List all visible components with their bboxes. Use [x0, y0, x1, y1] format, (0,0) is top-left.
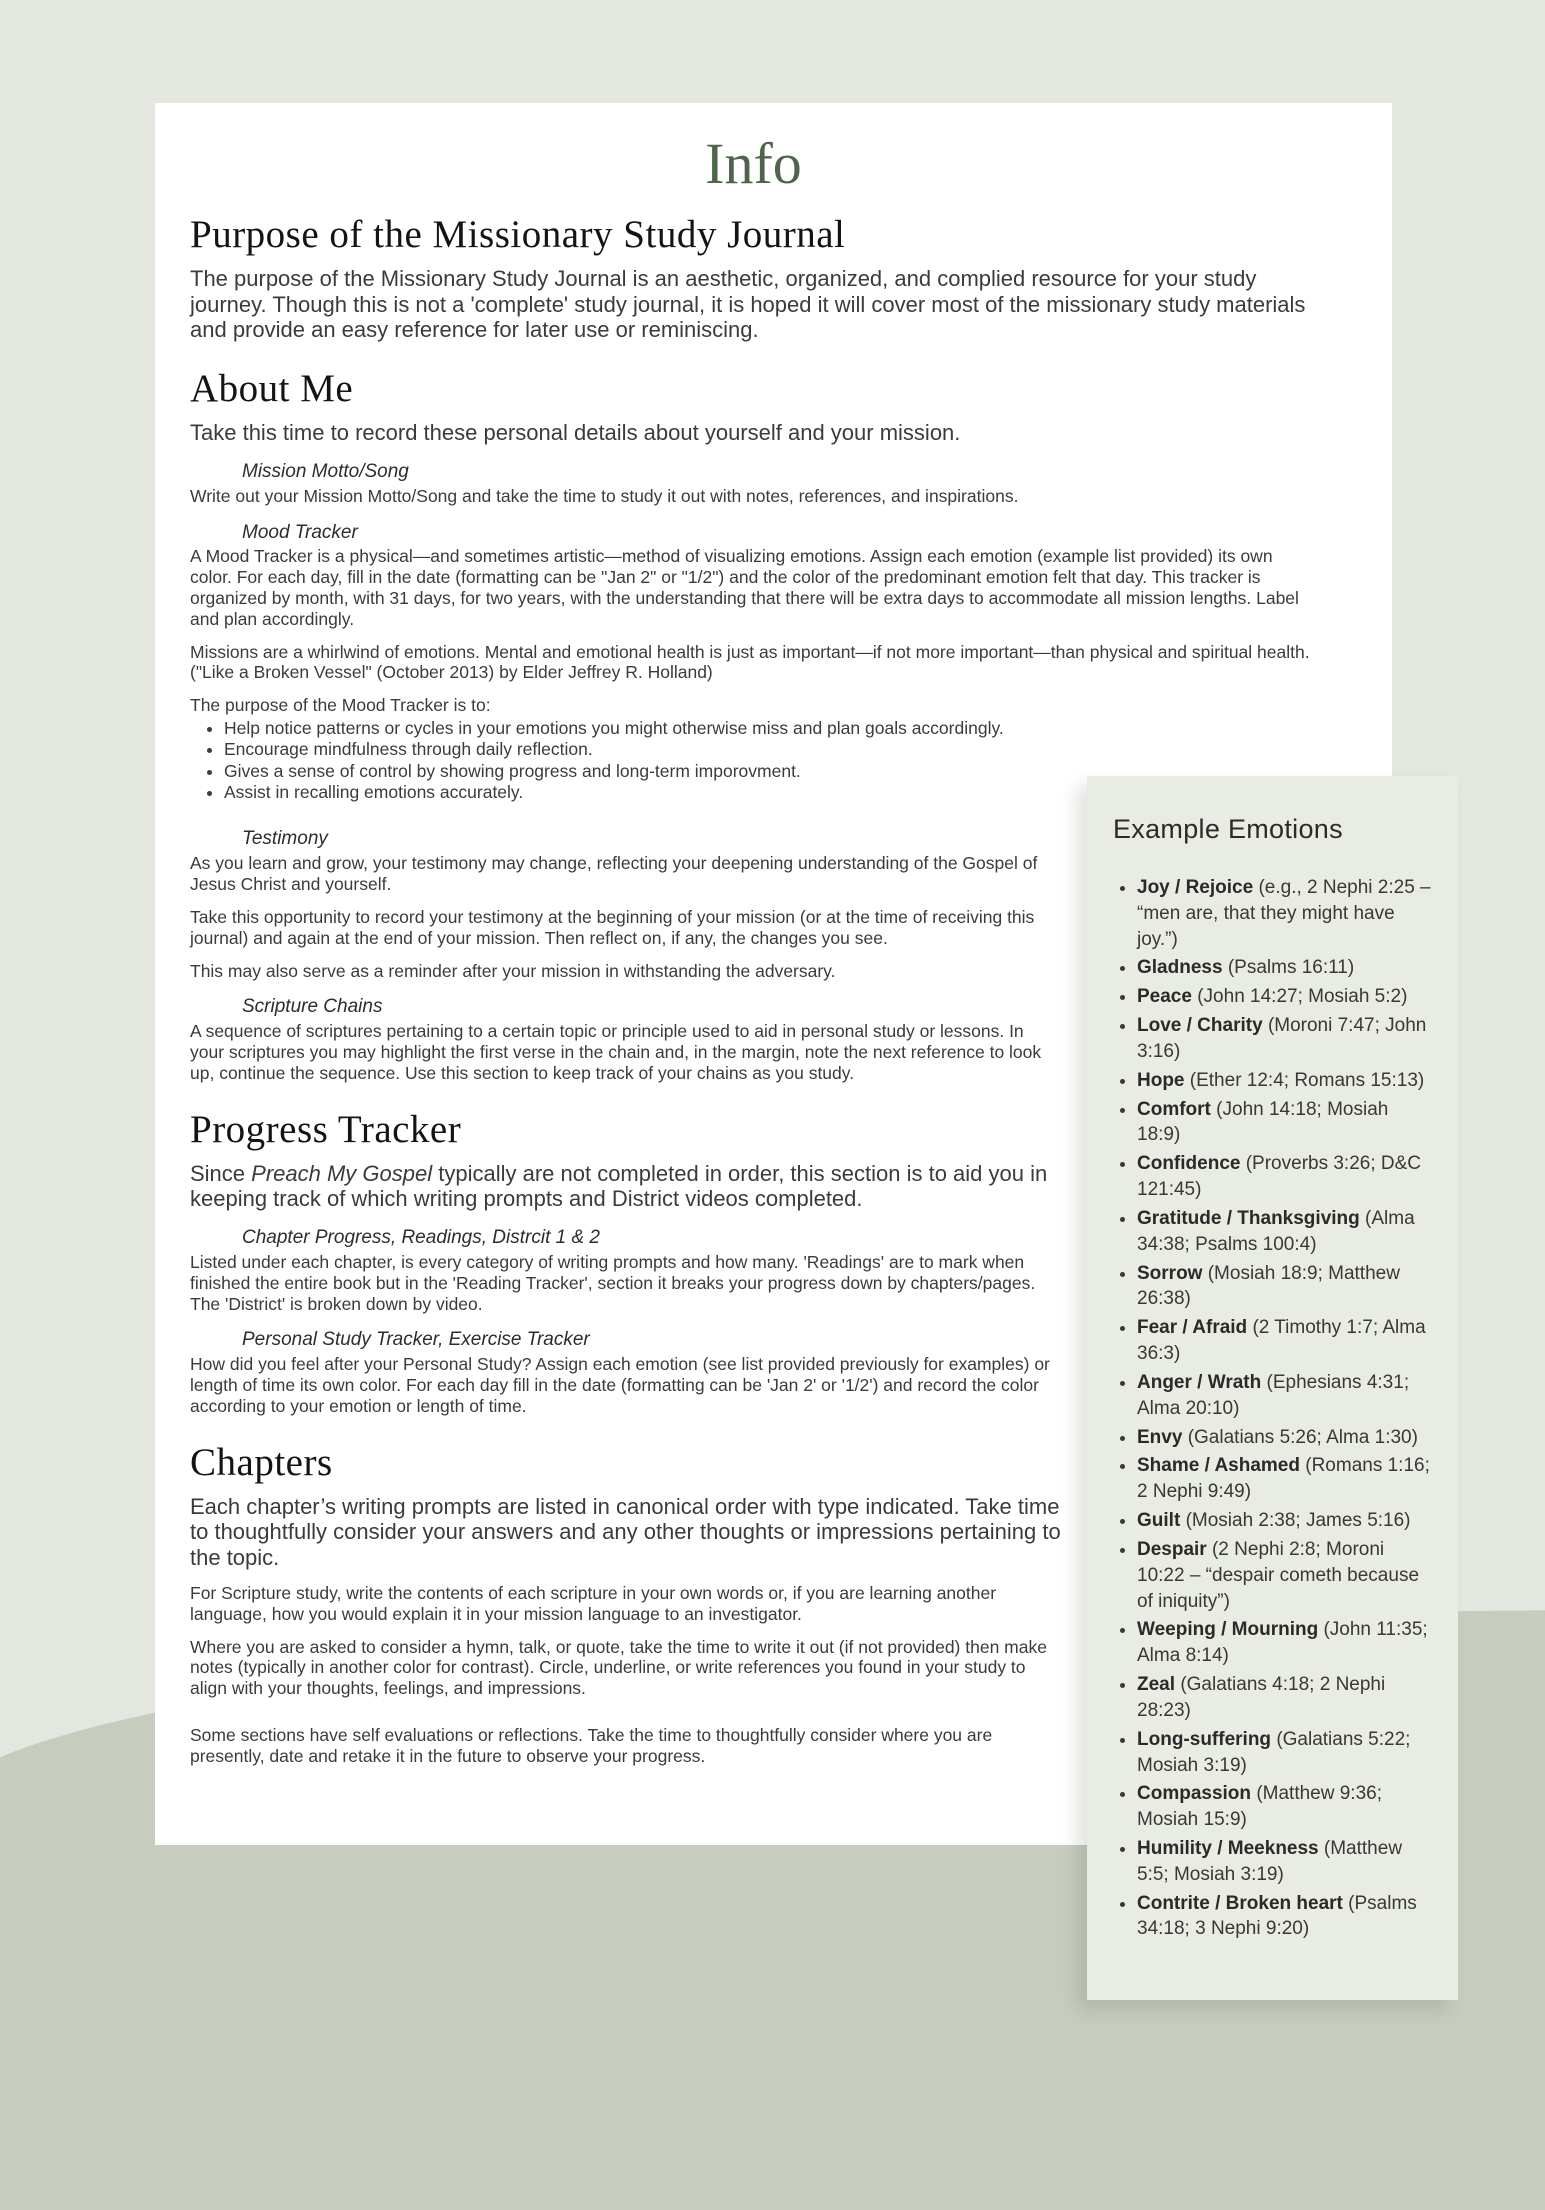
emotion-item: • Despair (2 Nephi 2:8; Moroni 10:22 – “despair cometh because of iniquity”): [1137, 1537, 1434, 1614]
emotion-item: • Shame / Ashamed (Romans 1:16; 2 Nephi 9:49): [1137, 1453, 1434, 1505]
progress-heading: Progress Tracker: [190, 1107, 462, 1151]
subheading-chapter-progress: Chapter Progress, Readings, Distrcit 1 & 2: [242, 1227, 600, 1249]
list-item: • Gives a sense of control by showing progress and long-term imporovment.: [224, 761, 1317, 782]
mission-motto-body: Write out your Mission Motto/Song and take the time to study it out with notes, references, and inspirations.: [190, 485, 1019, 506]
section-progress-tracker: [190, 1107, 1062, 1417]
about-intro: Take this time to record these personal details about yourself and your mission.: [190, 420, 961, 446]
emotion-item: • Envy (Galatians 5:26; Alma 1:30): [1137, 1425, 1434, 1451]
personal-study-body: How did you feel after your Personal Study? Assign each emotion (see list provided previously for examples) or length of time its own color. For each day fill in the date (formatting can be 'Jan 2' or '1/2') and record the color according to your emotion or length of time.: [190, 1354, 1050, 1416]
emotion-item: • Gladness (Psalms 16:11): [1137, 955, 1434, 981]
subheading-mood-tracker: Mood Tracker: [242, 521, 358, 543]
section-chapters: [190, 1440, 1062, 1767]
emotion-item: • Long-suffering (Galatians 5:22; Mosiah 3:19): [1137, 1727, 1434, 1779]
emotions-list: [1113, 875, 1434, 1942]
mood-tracker-p2: Missions are a whirlwind of emotions. Mental and emotional health is just as important—if not more important—than physical and spiritual health. ("Like a Broken Vessel" (October 2013) by Elder Jeffrey R. Holland): [190, 641, 1310, 683]
chapters-p2: For Scripture study, write the contents of each scripture in your own words or, if you are learning another language, how you would explain it in your mission language to an investigator.: [190, 1582, 997, 1624]
emotion-item: • Comfort (John 14:18; Mosiah 18:9): [1137, 1097, 1434, 1149]
list-item: • Help notice patterns or cycles in your emotions you might otherwise miss and plan goals accordingly.: [224, 718, 1317, 739]
emotion-item: • Fear / Afraid (2 Timothy 1:7; Alma 36:3): [1137, 1315, 1434, 1367]
subheading-personal-study: Personal Study Tracker, Exercise Tracker: [242, 1329, 590, 1351]
emotion-item: • Love / Charity (Moroni 7:47; John 3:16): [1137, 1013, 1434, 1065]
scripture-chains-body: A sequence of scriptures pertaining to a certain topic or principle used to aid in personal study or lessons. In your scriptures you may highlight the first verse in the chain and, in the margin, note the next reference to look up, continue the sequence. Use this section to keep track of your chains as you study.: [190, 1021, 1042, 1083]
emotion-item: • Humility / Meekness (Matthew 5:5; Mosiah 3:19): [1137, 1836, 1434, 1888]
progress-intro: Since Preach My Gospel typically are not completed in order, this section is to aid you in keeping track of which writing prompts and District videos completed.: [190, 1160, 1048, 1212]
emotion-item: • Weeping / Mourning (John 11:35; Alma 8:14): [1137, 1617, 1434, 1669]
subheading-mission-motto: Mission Motto/Song: [242, 460, 409, 482]
emotion-item: • Peace (John 14:27; Mosiah 5:2): [1137, 984, 1434, 1010]
emotion-item: • Guilt (Mosiah 2:38; James 5:16): [1137, 1508, 1434, 1534]
mood-tracker-p1: A Mood Tracker is a physical—and sometimes artistic—method of visualizing emotions. Assign each emotion (example list provided) its own color. For each day, fill in the date (formatting can be "Jan 2" or "1/2") and the color of the predominant emotion felt that day. This tracker is organized by month, with 31 days, for two years, with the understanding that there will be extra days to accommodate all mission lengths. Label and plan accordingly.: [190, 546, 1299, 629]
chapters-p1: Each chapter’s writing prompts are listed in canonical order with type indicated. Take time to thoughtfully consider your answers and any other thoughts or impressions pertaining to the topic.: [190, 1493, 1061, 1571]
chapters-heading: Chapters: [190, 1440, 333, 1484]
testimony-p3: This may also serve as a reminder after your mission in withstanding the adversary.: [190, 960, 836, 981]
chapters-p4: Some sections have self evaluations or reflections. Take the time to thoughtfully consider where you are presently, date and retake it in the future to observe your progress.: [190, 1725, 993, 1766]
mood-tracker-list-intro: The purpose of the Mood Tracker is to:: [190, 695, 491, 716]
subheading-scripture-chains: Scripture Chains: [242, 996, 383, 1018]
subheading-testimony: Testimony: [242, 828, 328, 850]
list-item: • Assist in recalling emotions accurately.: [224, 782, 1317, 803]
example-emotions-panel: [1087, 776, 1458, 2000]
emotion-item: • Compassion (Matthew 9:36; Mosiah 15:9): [1137, 1781, 1434, 1833]
purpose-heading: Purpose of the Missionary Study Journal: [190, 213, 846, 256]
emotion-item: • Zeal (Galatians 4:18; 2 Nephi 28:23): [1137, 1672, 1434, 1724]
emotion-item: • Joy / Rejoice (e.g., 2 Nephi 2:25 – “men are, that they might have joy.”): [1137, 875, 1434, 952]
emotion-item: • Contrite / Broken heart (Psalms 34:18; 3 Nephi 9:20): [1137, 1891, 1434, 1943]
emotion-item: • Sorrow (Mosiah 18:9; Matthew 26:38): [1137, 1261, 1434, 1313]
emotion-item: • Hope (Ether 12:4; Romans 15:13): [1137, 1068, 1434, 1094]
chapter-progress-body: Listed under each chapter, is every category of writing prompts and how many. 'Readings' are to mark when finished the entire book but in the 'Reading Tracker', section it breaks your progress down by chapters/pages. The 'District' is broken down by video.: [190, 1252, 1036, 1314]
section-purpose: [190, 215, 1317, 343]
about-heading: About Me: [190, 367, 354, 411]
emotion-item: • Anger / Wrath (Ephesians 4:31; Alma 20:10): [1137, 1370, 1434, 1422]
testimony-p1: As you learn and grow, your testimony may change, reflecting your deepening understanding of the Gospel of Jesus Christ and yourself.: [190, 853, 1038, 895]
chapters-p3: Where you are asked to consider a hymn, talk, or quote, take the time to write it out (if not provided) then make notes (typically in another color for contrast). Circle, underline, or write references you found in your study to align with your thoughts, feelings, and impressions.: [190, 1636, 1047, 1699]
page-title: Info: [705, 131, 802, 196]
emotion-item: • Gratitude / Thanksgiving (Alma 34:38; Psalms 100:4): [1137, 1206, 1434, 1258]
list-item: • Encourage mindfulness through daily reflection.: [224, 739, 1317, 760]
testimony-p2: Take this opportunity to record your testimony at the beginning of your mission (or at the time of receiving this journal) and again at the end of your mission. Then reflect on, if any, the changes you see.: [190, 906, 1035, 948]
emotion-item: • Confidence (Proverbs 3:26; D&C 121:45): [1137, 1151, 1434, 1203]
book-title-italic: Preach My Gospel: [251, 1160, 433, 1186]
panel-title: Example Emotions: [1113, 814, 1343, 844]
purpose-body: The purpose of the Missionary Study Journal is an aesthetic, organized, and complied resource for your study journey. Though this is not a 'complete' study journal, it is hoped it will cover most of the missionary study materials and provide an easy reference for later use or reminiscing.: [190, 265, 1306, 343]
